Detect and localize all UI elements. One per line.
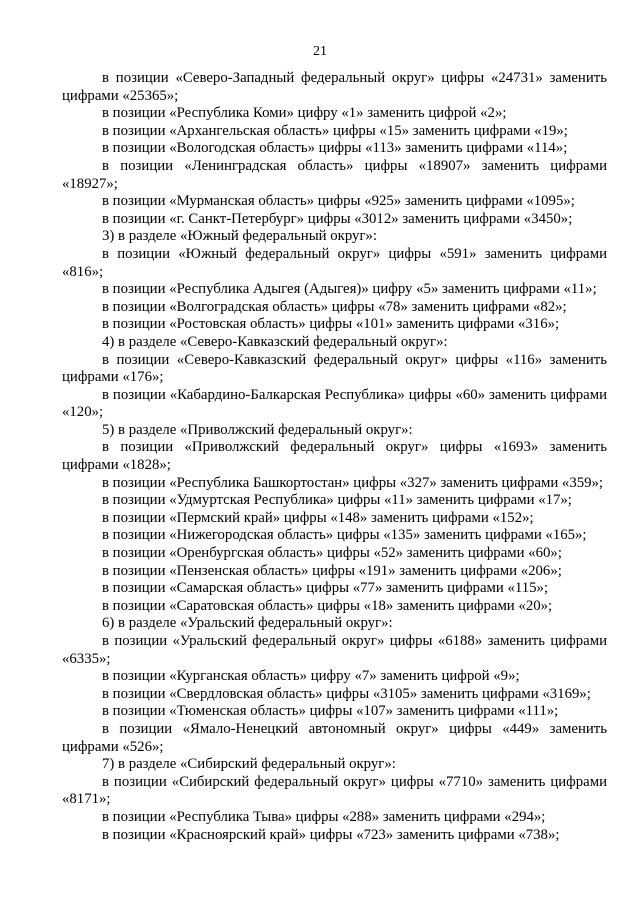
paragraph: в позиции «Саратовская область» цифры «18» заменить цифрами «20»; [102, 597, 553, 614]
document-body [62, 70, 607, 844]
paragraph: в позиции «Оренбургская область» цифры «52» заменить цифрами «60»; [102, 545, 562, 562]
paragraph: в позиции «Архангельская область» цифры «15» заменить цифрами «19»; [102, 122, 568, 139]
paragraph: в позиции «г. Санкт-Петербург» цифры «3012» заменить цифрами «3450»; [102, 210, 573, 227]
paragraph: в позиции «Республика Адыгея (Адыгея)» цифру «5» заменить цифрами «11»; [102, 281, 597, 298]
section-heading: 5) в разделе «Приволжский федеральный округ»: [102, 421, 413, 438]
paragraph: в позиции «Сибирский федеральный округ» цифры «7710» заменить цифрами «8171»; [62, 773, 607, 808]
paragraph: в позиции «Южный федеральный округ» цифры «591» заменить цифрами «816»; [62, 245, 607, 280]
paragraph: в позиции «Пермский край» цифры «148» заменить цифрами «152»; [102, 509, 534, 526]
paragraph: в позиции «Вологодская область» цифры «113» заменить цифрами «114»; [102, 140, 568, 157]
paragraph: в позиции «Северо-Западный федеральный округ» цифры «24731» заменить цифрами «25365»; [62, 70, 607, 104]
paragraph: в позиции «Курганская область» цифру «7» заменить цифрой «9»; [102, 668, 520, 685]
section-heading: 4) в разделе «Северо-Кавказский федеральный округ»: [102, 333, 448, 350]
paragraph: в позиции «Республика Коми» цифру «1» заменить цифрой «2»; [102, 105, 507, 122]
paragraph: в позиции «Нижегородская область» цифры «135» заменить цифрами «165»; [102, 527, 587, 544]
paragraph: в позиции «Республика Тыва» цифры «288» заменить цифрами «294»; [102, 808, 546, 825]
section-heading: 6) в разделе «Уральский федеральный округ»: [102, 615, 393, 632]
paragraph: в позиции «Красноярский край» цифры «723» заменить цифрами «738»; [102, 826, 560, 843]
paragraph: в позиции «Свердловская область» цифры «3105» заменить цифрами «3169»; [102, 685, 591, 702]
paragraph: в позиции «Тюменская область» цифры «107» заменить цифрами «111»; [102, 703, 559, 720]
paragraph: в позиции «Мурманская область» цифры «925» заменить цифрами «1095»; [102, 193, 575, 210]
paragraph: в позиции «Кабардино-Балкарская Республика» цифры «60» заменить цифрами «120»; [62, 386, 607, 421]
paragraph: в позиции «Удмуртская Республика» цифры «11» заменить цифрами «17»; [102, 492, 572, 509]
section-heading: 7) в разделе «Сибирский федеральный округ»: [102, 756, 396, 773]
paragraph: в позиции «Самарская область» цифры «77» заменить цифрами «115»; [102, 580, 549, 597]
paragraph: в позиции «Республика Башкортостан» цифры «327» заменить цифрами «359»; [102, 474, 604, 491]
paragraph: в позиции «Ленинградская область» цифры «18907» заменить цифрами «18927»; [62, 157, 607, 192]
page-number: 21 [313, 44, 327, 59]
paragraph: в позиции «Ямало-Ненецкий автономный округ» цифры «449» заменить цифрами «526»; [62, 720, 607, 755]
paragraph: в позиции «Волгоградская область» цифры «78» заменить цифрами «82»; [102, 298, 567, 315]
paragraph: в позиции «Ростовская область» цифры «101» заменить цифрами «316»; [102, 316, 560, 333]
paragraph: в позиции «Приволжский федеральный округ» цифры «1693» заменить цифрами «1828»; [62, 439, 607, 474]
paragraph: в позиции «Пензенская область» цифры «191» заменить цифрами «206»; [102, 562, 562, 579]
paragraph: в позиции «Северо-Кавказский федеральный округ» цифры «116» заменить цифрами «176»; [62, 351, 607, 386]
paragraph: в позиции «Уральский федеральный округ» цифры «6188» заменить цифрами «6335»; [62, 633, 607, 667]
section-heading: 3) в разделе «Южный федеральный округ»: [102, 228, 378, 245]
